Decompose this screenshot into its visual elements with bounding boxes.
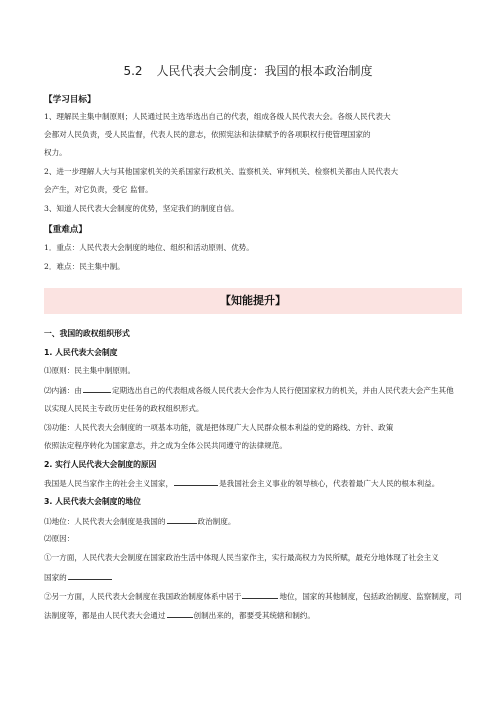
reason-suffix: 是我国社会主义事业的领导核心，代表着最广大人民的根本利益。 (219, 479, 440, 488)
cause-1-line-1: ①一方面，人民代表大会制度在国家政治生活中体现人民当家作主，实行最高权力为民所赋，最充分地体现了社会主义 (44, 553, 439, 562)
section-1-heading: 一、我国的政权组织形式 (44, 329, 130, 338)
knowledge-banner (44, 288, 462, 314)
goal-1-line-2: 会都对人民负责，受人民监督，代表人民的意志，依照宪法和法律赋予的各项职权行使管理国家的 (44, 130, 371, 139)
item-meaning-prefix: ⑵内涵：由 (44, 386, 82, 395)
page-title (0, 62, 496, 79)
goal-2-line-2: 会产生，对它负责，受它 监督。 (44, 185, 153, 194)
status-suffix: 政治制度。 (197, 517, 236, 526)
key-point-2: 2．难点：民主集中制。 (44, 262, 125, 271)
item-meaning-line-1 (44, 384, 460, 396)
cause-2b-suffix: 创制出来的，都要受其统辖和制约。 (193, 611, 315, 620)
key-point-1: 1．重点：人民代表大会制度的地位、组织和活动原则、优势。 (44, 243, 254, 252)
cause-2-line-2 (44, 609, 460, 621)
subsection-1-heading: 1. 人民代表大会制度 (44, 348, 118, 357)
reason-prefix: 我国是人民当家作主的社会主义国家， (44, 479, 174, 488)
goal-3: 3、知道人民代表大会制度的优势，坚定我们的制度自信。 (44, 204, 239, 213)
cause-1-prefix: 国家的 (44, 573, 67, 582)
cause-2-prefix: ②另一方面，人民代表大会制度在我国政治制度体系中居于 (44, 592, 242, 601)
item-function-line-2: 依照法定程序转化为国家意志，并之成为全体公民共同遵守的法律规范。 (44, 441, 287, 450)
fill-blank-6 (167, 609, 193, 618)
title-number: 5.2 (123, 64, 143, 78)
fill-blank-1 (83, 384, 111, 393)
learning-goals-heading: 【学习目标】 (44, 95, 96, 105)
fill-blank-3 (167, 515, 197, 524)
fill-blank-2 (174, 477, 218, 486)
goal-1-line-1: 1、理解民主集中制原则；人民通过民主选举选出自己的代表，组成各级人民代表大会。各级人民代表大 (44, 112, 391, 121)
item-meaning-suffix: 定期选出自己的代表组成各级人民代表大会作为人民行使国家权力的机关，并由人民代表大会产生其他 (111, 386, 454, 395)
fill-blank-4 (68, 571, 112, 580)
subsection-2-heading: 2. 实行人民代表大会制度的原因 (44, 460, 157, 469)
status-line (44, 515, 460, 527)
status-prefix: ⑴地位：人民代表大会制度是我国的 (44, 517, 166, 526)
item-meaning-line-2: 以实现人民民主专政历史任务的政权组织形式。 (44, 404, 204, 413)
cause-label: ⑵原因： (44, 534, 75, 543)
item-principle: ⑴原则：民主集中制原则。 (44, 366, 136, 375)
key-points-heading: 【重难点】 (44, 225, 87, 235)
cause-2-suffix: 地位，国家的其他制度，包括政治制度、监察制度，司 (279, 592, 462, 601)
reason-line (44, 477, 460, 489)
goal-2-line-1: 2、进一步理解人大与其他国家机关的关系国家行政机关、监察机关、审判机关、检察机关都由人民代表大 (44, 167, 399, 176)
title-text: 人民代表大会制度：我国的根本政治制度 (156, 64, 373, 78)
cause-2-line-1 (44, 590, 460, 602)
banner-label: 【知能提升】 (220, 294, 286, 307)
cause-1-line-2 (44, 571, 460, 583)
goal-1-line-3: 权力。 (44, 148, 67, 157)
item-function-line-1: ⑶功能：人民代表大会制度的一项基本功能，就是把体现广大人民群众根本利益的党的路线、方针、政策 (44, 423, 394, 432)
cause-2b-prefix: 法制度等，都是由人民代表大会通过 (44, 611, 166, 620)
subsection-3-heading: 3. 人民代表大会制度的地位 (44, 497, 141, 506)
fill-blank-5 (242, 590, 278, 599)
